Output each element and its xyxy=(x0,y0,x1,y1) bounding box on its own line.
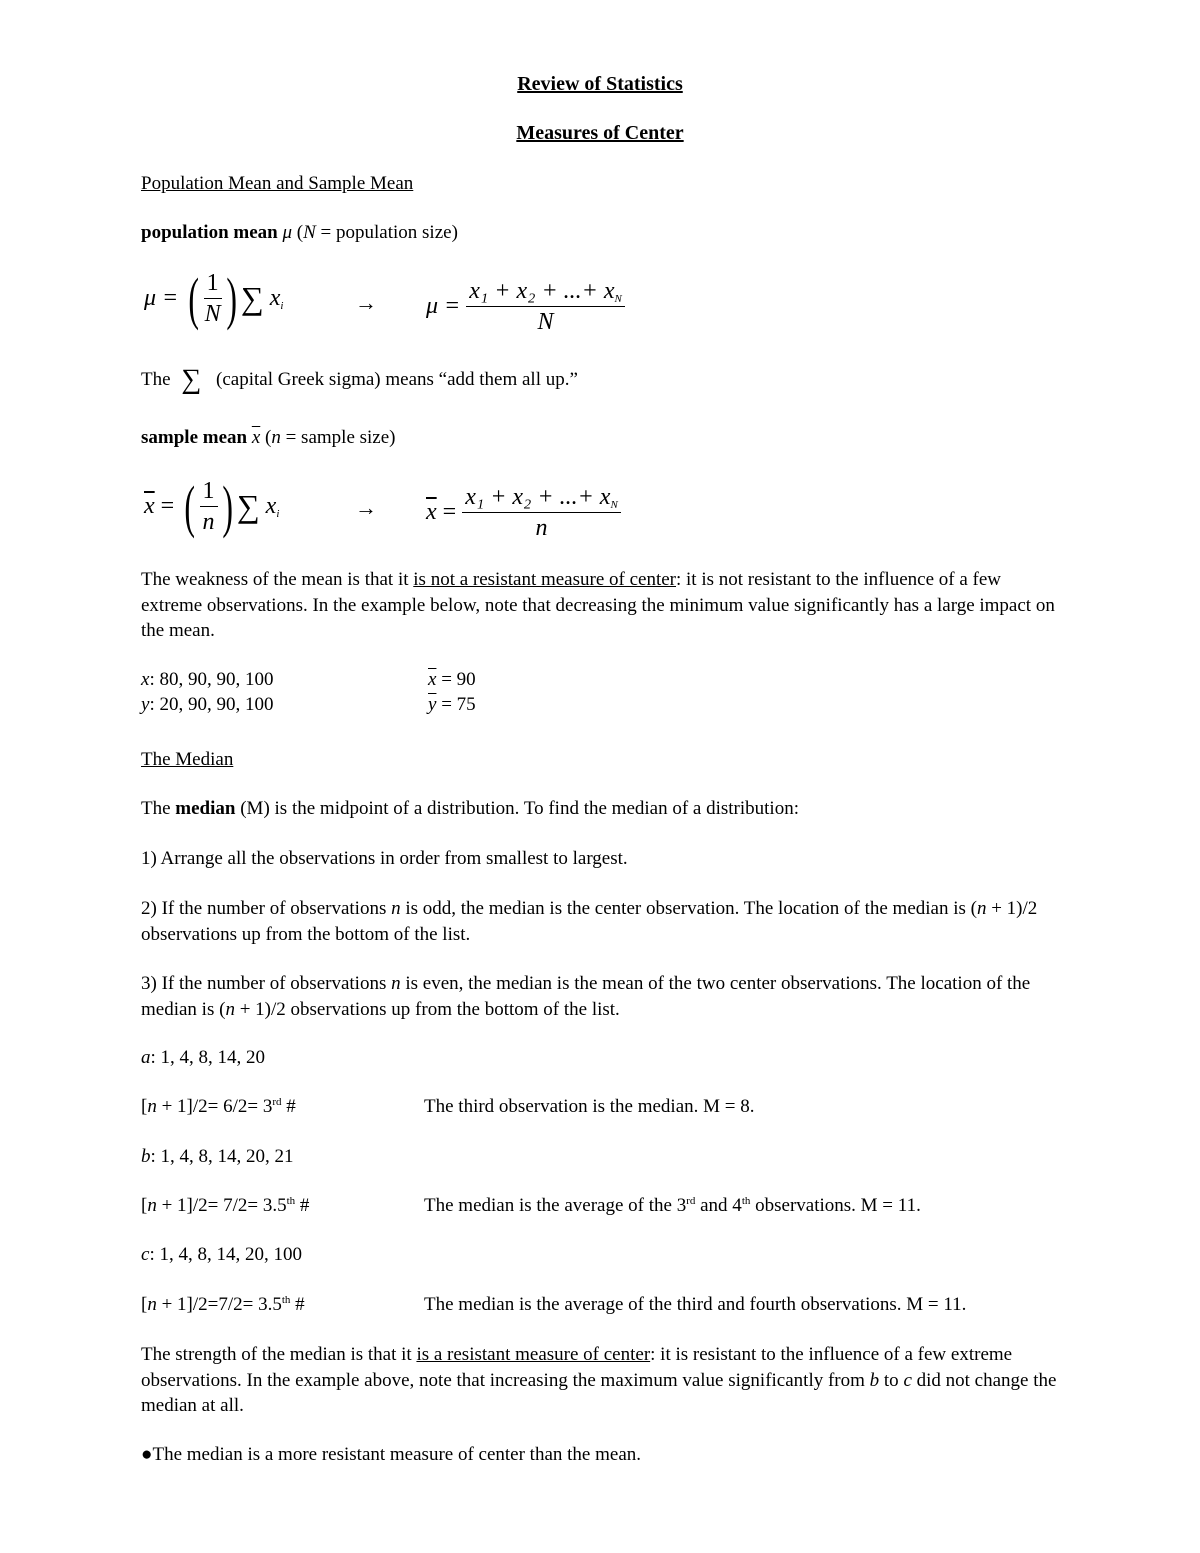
fraction-denominator: N xyxy=(204,301,221,327)
expanded-numerator xyxy=(466,276,625,307)
strength-var-b: b xyxy=(869,1369,880,1391)
expanded-denominator: n xyxy=(535,515,548,541)
step-3 xyxy=(141,971,1061,1022)
step2-a: 2) If the number of observations xyxy=(141,898,392,919)
expanded-numerator xyxy=(462,482,621,513)
weakness-paragraph xyxy=(141,567,1061,644)
step-1: 1) Arrange all the observations in order from smallest to largest. xyxy=(141,848,628,869)
y-bar-val: = 75 xyxy=(436,694,476,715)
strength-post: did not change the median at all. xyxy=(141,1369,1057,1416)
term-sub: i xyxy=(280,300,284,312)
fraction xyxy=(204,268,222,329)
x-bar-symbol: $\overline{x}$ xyxy=(251,427,261,448)
weakness-pre: The weakness of the mean is that it xyxy=(141,569,414,590)
calc-b-mid: + 1]/2= 7/2= 3.5 xyxy=(156,1195,287,1216)
x-bar-result xyxy=(428,668,476,692)
sum-term xyxy=(270,285,284,311)
step2-var2: n xyxy=(976,898,987,919)
note-open: ( xyxy=(265,427,272,448)
step2-var: n xyxy=(391,898,401,919)
term-sub: i xyxy=(276,508,280,520)
a-var: a xyxy=(141,1047,151,1068)
strength-to: to xyxy=(879,1369,904,1391)
equals-2: = xyxy=(442,499,457,525)
step3-var: n xyxy=(391,973,401,994)
result-b-sup1: rd xyxy=(686,1195,696,1207)
formula-lhs2-sym: $\overline{x}$ xyxy=(426,499,437,525)
b-vals: : 1, 4, 8, 14, 20, 21 xyxy=(150,1146,294,1167)
calc-a-var: n xyxy=(147,1096,157,1117)
term-x: x xyxy=(269,285,281,311)
section-title: Measures of Center xyxy=(516,122,684,144)
sigma-pre: The xyxy=(141,369,171,390)
sum-term xyxy=(266,493,280,519)
sum-num-sub: N xyxy=(610,499,618,511)
c-var: c xyxy=(141,1244,150,1265)
y-var: y xyxy=(141,694,150,715)
result-b-2: and 4 xyxy=(695,1195,742,1216)
equals: = xyxy=(160,493,175,519)
calc-b-var: n xyxy=(147,1195,157,1216)
example-a xyxy=(141,1046,265,1070)
calc-b-sup: th xyxy=(286,1195,296,1207)
intro-bold: median xyxy=(175,798,236,819)
sample-mean-definition xyxy=(141,426,396,450)
sum-num: x₁ + x₂ + ...+ x xyxy=(469,278,615,304)
step2-c: + 1)/2 observations up from the bottom of the list. xyxy=(141,898,1038,945)
step2-b: is odd, the median is the center observation. The location of the median is ( xyxy=(400,898,977,919)
sigma-explanation xyxy=(141,364,578,395)
expanded-denominator: N xyxy=(537,309,554,335)
calc-c-post: # xyxy=(290,1294,305,1315)
sample-mean-label: sample mean xyxy=(141,427,248,448)
note-open: ( xyxy=(296,222,304,243)
expanded-fraction xyxy=(466,276,625,337)
strength-paragraph xyxy=(141,1342,1061,1419)
result-b-sup2: th xyxy=(741,1195,751,1207)
median-heading: The Median xyxy=(141,749,234,770)
weakness-underlined: is not a resistant measure of center xyxy=(413,569,676,590)
calc-c xyxy=(141,1293,305,1317)
sample-mean-formula xyxy=(144,473,280,539)
note-rest: = sample size) xyxy=(280,427,396,448)
formula-lhs: μ = xyxy=(144,285,179,311)
weakness-post: : it is not resistant to the influence of a few extreme observations. In the example below, note that decreasing the minimum value significantly has a large impact on the mean. xyxy=(141,569,1055,641)
a-vals: : 1, 4, 8, 14, 20 xyxy=(150,1047,266,1068)
x-vals: : 80, 90, 90, 100 xyxy=(149,669,274,690)
calc-c-sup: th xyxy=(281,1294,291,1306)
median-intro xyxy=(141,797,799,821)
calc-a-pre: [ xyxy=(141,1096,148,1117)
strength-underlined: is a resistant measure of center xyxy=(416,1344,651,1365)
y-vals: : 20, 90, 90, 100 xyxy=(149,694,274,715)
x-bar-val: = 90 xyxy=(436,669,476,690)
strength-pre: The strength of the median is that it xyxy=(141,1344,417,1365)
population-mean-label: population mean xyxy=(141,222,278,243)
arrow-icon-2: → xyxy=(355,495,377,520)
calc-a-sup: rd xyxy=(272,1096,282,1108)
fraction-denominator: n xyxy=(202,509,215,535)
sigma-icon: ∑ xyxy=(181,364,202,395)
term-x: x xyxy=(265,493,277,519)
step3-a: 3) If the number of observations xyxy=(141,973,392,994)
intro-post: (M) is the midpoint of a distribution. To find the median of a distribution: xyxy=(235,798,799,819)
calc-c-var: n xyxy=(147,1294,157,1315)
sum-num-sub: N xyxy=(614,293,622,305)
note-var: N xyxy=(303,222,316,243)
note-rest: = population size) xyxy=(315,222,458,243)
calc-a-post: # xyxy=(281,1096,296,1117)
conclusion-bullet: ●The median is a more resistant measure of center than the mean. xyxy=(141,1444,642,1465)
y-bar: $\overline{y}$ xyxy=(428,694,437,715)
sigma-post: (capital Greek sigma) means “add them all up.” xyxy=(216,369,578,390)
example-y xyxy=(141,693,273,717)
step3-var2: n xyxy=(225,998,235,1020)
strength-var-c: c xyxy=(903,1369,912,1391)
intro-pre: The xyxy=(141,798,176,819)
sigma-symbol: ∑ xyxy=(236,488,260,524)
calc-c-mid: + 1]/2=7/2= 3.5 xyxy=(156,1294,282,1315)
calc-a xyxy=(141,1095,296,1119)
calc-b xyxy=(141,1194,309,1218)
population-mean-definition xyxy=(141,221,458,245)
left-paren: ( xyxy=(184,473,196,539)
arrow-icon: → xyxy=(355,290,377,315)
fraction xyxy=(200,476,218,537)
c-vals: : 1, 4, 8, 14, 20, 100 xyxy=(149,1244,302,1265)
x-bar: $\overline{x}$ xyxy=(428,669,437,690)
result-c: The median is the average of the third and fourth observations. M = 11. xyxy=(424,1294,967,1315)
step3-c: + 1)/2 observations up from the bottom of the list. xyxy=(234,998,620,1020)
result-b xyxy=(424,1194,921,1218)
result-b-3: observations. M = 11. xyxy=(750,1195,921,1216)
formula-lhs-2: μ = xyxy=(426,293,461,319)
fraction-numerator: 1 xyxy=(200,476,218,507)
step-2 xyxy=(141,896,1061,947)
note-var: n xyxy=(271,427,281,448)
example-b xyxy=(141,1145,294,1169)
y-bar-result xyxy=(428,693,476,717)
x-var: x xyxy=(141,669,150,690)
sum-num: x₁ + x₂ + ...+ x xyxy=(465,484,611,510)
step3-b: is even, the median is the mean of the two center observations. The location of the median is ( xyxy=(141,973,1031,1020)
document-title: Review of Statistics xyxy=(517,73,683,95)
strength-mid: : it is resistant to the influence of a few extreme observations. In the example above, note that increasing the maximum value significantly from xyxy=(141,1344,1013,1391)
sigma-symbol: ∑ xyxy=(240,280,264,316)
population-sample-mean-heading: Population Mean and Sample Mean xyxy=(141,173,414,194)
right-paren: ) xyxy=(225,265,237,331)
mu-symbol: μ xyxy=(282,222,293,243)
b-var: b xyxy=(141,1146,151,1167)
result-b-1: The median is the average of the 3 xyxy=(424,1195,687,1216)
population-mean-formula xyxy=(144,265,284,331)
sample-mean-expanded xyxy=(426,482,621,543)
result-a: The third observation is the median. M = 8. xyxy=(424,1096,755,1117)
example-c xyxy=(141,1243,302,1267)
formula-lhs-sym: $\overline{x}$ xyxy=(144,493,155,519)
right-paren: ) xyxy=(221,473,233,539)
population-mean-expanded xyxy=(426,276,625,337)
calc-a-mid: + 1]/2= 6/2= 3 xyxy=(156,1096,273,1117)
expanded-fraction xyxy=(462,482,621,543)
left-paren: ( xyxy=(188,265,200,331)
calc-b-pre: [ xyxy=(141,1195,148,1216)
calc-c-pre: [ xyxy=(141,1294,148,1315)
calc-b-post: # xyxy=(295,1195,310,1216)
fraction-numerator: 1 xyxy=(204,268,222,299)
example-x xyxy=(141,668,273,692)
